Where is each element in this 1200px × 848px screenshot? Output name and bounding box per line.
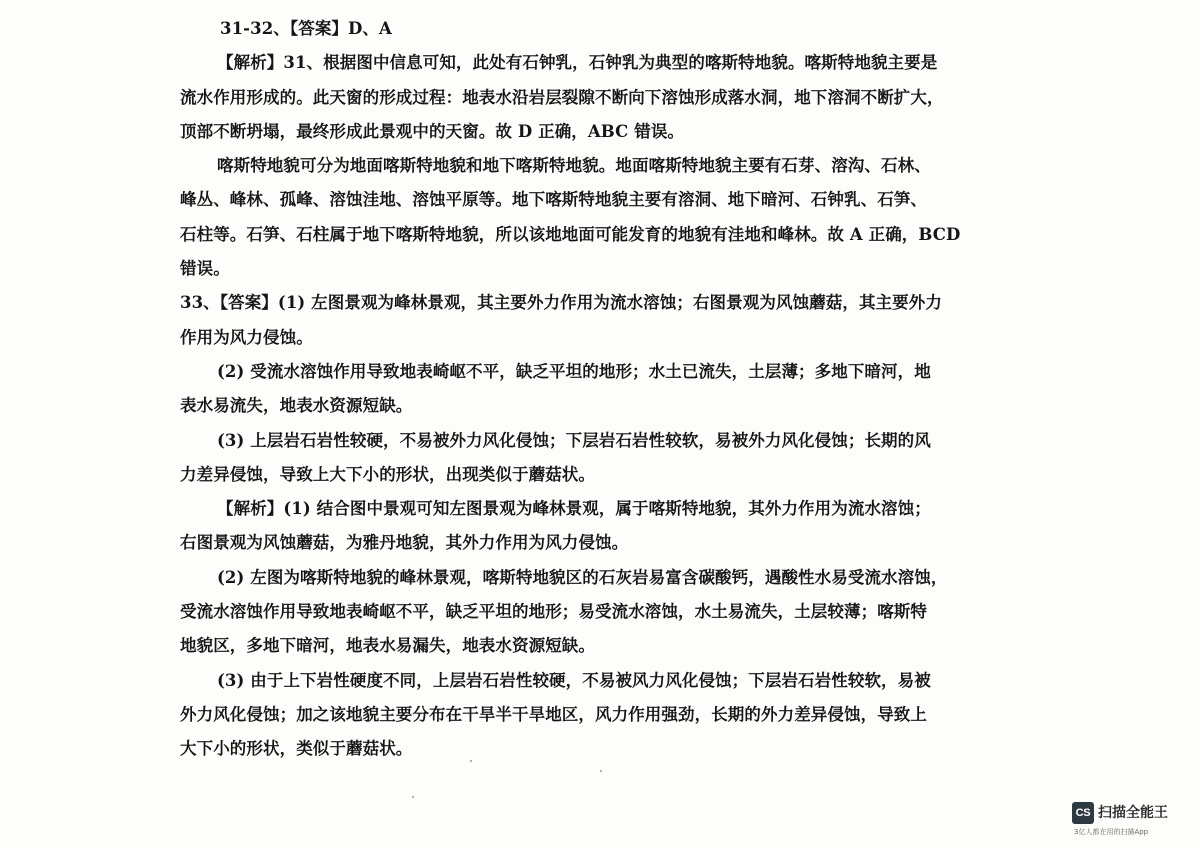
watermark-tagline: 3亿人都在用的扫描App [1074,828,1149,836]
text-line: 峰丛、峰林、孤峰、溶蚀洼地、溶蚀平原等。地下喀斯特地貌主要有溶洞、地下暗河、石钟乳、石笋、 [180,190,927,210]
text-line: 外力风化侵蚀；加之该地貌主要分布在干旱半干旱地区，风力作用强劲，长期的外力差异侵蚀，导致上 [180,704,927,724]
text-line: 顶部不断坍塌，最终形成此景观中的天窗。故 D 正确，ABC 错误。 [180,121,685,141]
answer-31-32: 31-32、【答案】D、A [220,19,392,38]
text-line: (2) 左图为喀斯特地貌的峰林景观，喀斯特地貌区的石灰岩易富含碳酸钙，遇酸性水易受流水溶蚀， [217,567,948,587]
scanner-watermark [1072,802,1184,838]
answer-33-part-2 [180,355,1030,424]
text-line: 地貌区，多地下暗河，地表水易漏失，地表水资源短缺。 [180,636,595,656]
text-line: (3) 上层岩石岩性较硬，不易被外力风化侵蚀；下层岩石岩性较软，易被外力风化侵蚀；长期的风 [217,430,931,450]
camscanner-logo-icon: CS [1072,802,1094,824]
text-line: 力差异侵蚀，导致上大下小的形状，出现类似于蘑菇状。 [180,464,595,484]
analysis-32-paragraph [180,149,1030,286]
text-line: 【解析】(1) 结合图中景观可知左图景观为峰林景观，属于喀斯特地貌，其外力作用为流水溶蚀； [217,499,931,519]
analysis-33-part-3 [180,664,1030,767]
scan-speck [470,760,472,762]
scan-speck [600,770,602,772]
text-line: 33、【答案】(1) 左图景观为峰林景观，其主要外力作用为流水溶蚀；右图景观为风蚀蘑菇，其主要外力 [180,293,942,313]
analysis-33-part-1 [180,492,1030,561]
text-line: (2) 受流水溶蚀作用导致地表崎岖不平，缺乏平坦的地形；水土已流失，土层薄；多地下暗河，地 [217,361,931,381]
scan-speck [412,796,414,798]
text-line: 石柱等。石笋、石柱属于地下喀斯特地貌，所以该地地面可能发育的地貌有洼地和峰林。故 A 正确，BCD [180,224,961,244]
analysis-33-part-2 [180,561,1030,664]
text-line: 【解析】31、根据图中信息可知，此处有石钟乳，石钟乳为典型的喀斯特地貌。喀斯特地貌主要是 [217,53,938,73]
text-line: 表水易流失，地表水资源短缺。 [180,396,413,416]
text-line: 大下小的形状，类似于蘑菇状。 [180,739,413,759]
text-line: 受流水溶蚀作用导致地表崎岖不平，缺乏平坦的地形；易受流水溶蚀，水土易流失，土层较薄；喀斯特 [180,602,927,622]
text-line: (3) 由于上下岩性硬度不同，上层岩石岩性较硬，不易被风力风化侵蚀；下层岩石岩性较软，易被 [217,670,931,690]
answer-33-paragraph [180,286,1030,355]
watermark-app-name: 扫描全能王 [1098,805,1168,821]
analysis-31-paragraph [180,46,1030,149]
text-line: 流水作用形成的。此天窗的形成过程：地表水沿岩层裂隙不断向下溶蚀形成落水洞，地下溶洞不断扩大， [180,87,944,107]
text-line: 错误。 [180,259,230,279]
text-line: 作用为风力侵蚀。 [180,327,313,347]
text-line: 喀斯特地貌可分为地面喀斯特地貌和地下喀斯特地貌。地面喀斯特地貌主要有石芽、溶沟、石林、 [217,156,931,176]
text-line: 右图景观为风蚀蘑菇，为雅丹地貌，其外力作用为风力侵蚀。 [180,533,629,553]
document-body [180,12,1030,767]
answer-33-part-3 [180,424,1030,493]
